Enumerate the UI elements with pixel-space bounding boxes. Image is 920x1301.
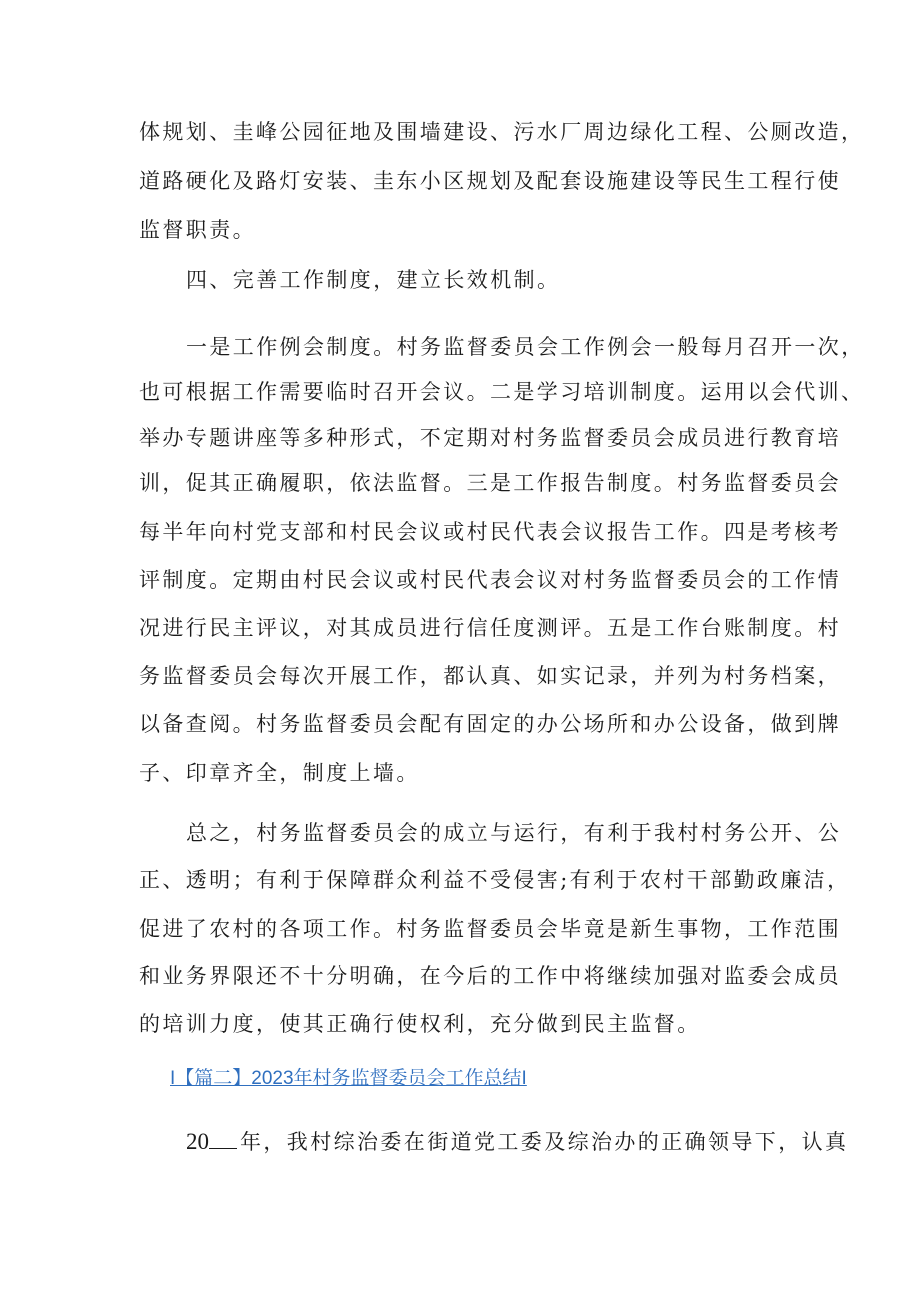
paragraph-line: 训，促其正确履职，依法监督。三是工作报告制度。村务监督委员会 [139, 471, 841, 495]
paragraph-line: 促进了农村的各项工作。村务监督委员会毕竟是新生事物，工作范围 [139, 917, 841, 941]
section-heading: 四、完善工作制度，建立长效机制。 [186, 268, 561, 292]
paragraph-line: 每半年向村党支部和村民会议或村民代表会议报告工作。四是考核考 [139, 520, 841, 544]
paragraph-line: 一是工作例会制度。村务监督委员会工作例会一般每月召开一次， [186, 335, 865, 359]
paragraph-line: 评制度。定期由村民会议或村民代表会议对村务监督委员会的工作情 [139, 568, 841, 592]
year-prefix: 20 [186, 1129, 209, 1154]
paragraph-line: 的培训力度，使其正确行使权利，充分做到民主监督。 [139, 1012, 701, 1036]
paragraph-line: 以备查阅。村务监督委员会配有固定的办公场所和办公设备，做到牌 [139, 712, 841, 736]
paragraph-line: 道路硬化及路灯安装、圭东小区规划及配套设施建设等民生工程行使 [139, 169, 841, 193]
paragraph-line: 监督职责。 [139, 218, 256, 242]
paragraph-line: 和业务界限还不十分明确，在今后的工作中将继续加强对监委会成员 [139, 964, 841, 988]
paragraph-line: 举办专题讲座等多种形式，不定期对村务监督委员会成员进行教育培 [139, 426, 841, 450]
paragraph-line: 子、印章齐全，制度上墙。 [139, 761, 420, 785]
paragraph-line: 体规划、圭峰公园征地及围墙建设、污水厂周边绿化工程、公厕改造， [139, 120, 865, 144]
paragraph-line: 也可根据工作需要临时召开会议。二是学习培训制度。运用以会代训、 [139, 380, 865, 404]
paragraph-line: 况进行民主评议，对其成员进行信任度测评。五是工作台账制度。村 [139, 616, 841, 640]
paragraph-line: 正、透明；有利于保障群众利益不受侵害;有利于农村干部勤政廉洁， [139, 868, 851, 892]
paragraph-line: 务监督委员会每次开展工作，都认真、如实记录，并列为村务档案， [139, 664, 841, 688]
paragraph-line: 总之，村务监督委员会的成立与运行，有利于我村村务公开、公 [186, 821, 842, 845]
next-article-link[interactable]: I【篇二】2023年村务监督委员会工作总结I [170, 1068, 527, 1089]
paragraph-text: 年，我村综治委在街道党工委及综治办的正确领导下，认真 [240, 1130, 849, 1154]
paragraph-line [186, 1127, 848, 1157]
year-blank [209, 1128, 237, 1149]
